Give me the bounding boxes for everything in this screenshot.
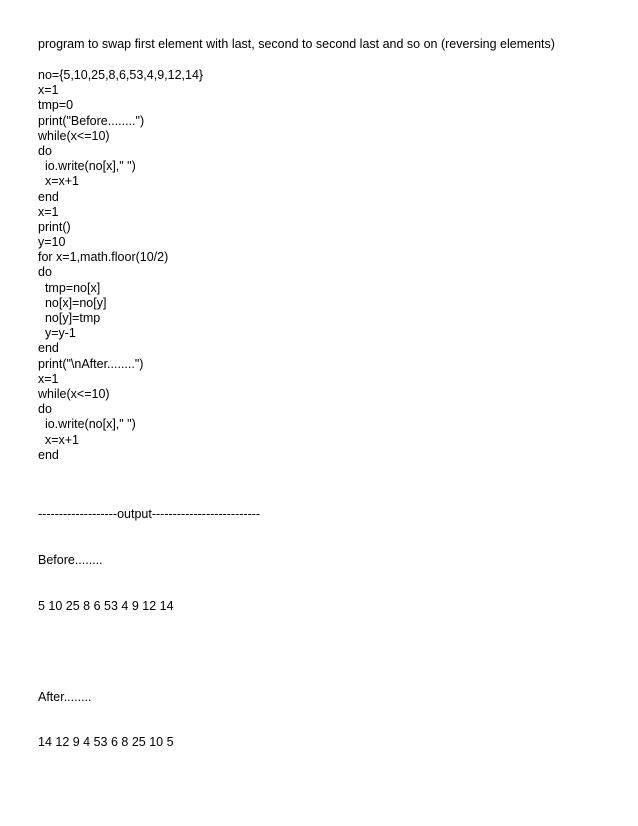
code-line: while(x<=10) <box>38 386 110 401</box>
code-line: x=1 <box>38 83 59 98</box>
after-values: 14 12 9 4 53 6 8 25 10 5 <box>38 735 174 750</box>
code-line: io.write(no[x]," ") <box>38 417 136 432</box>
code-line: do <box>38 402 52 417</box>
code-line: no[y]=tmp <box>38 311 101 325</box>
code-line: no[x]=no[y] <box>38 295 107 310</box>
code-line: print("Before........") <box>38 113 145 128</box>
code-line: io.write(no[x]," ") <box>38 159 136 174</box>
output-separator: -------------------output-------------------------- <box>38 507 261 522</box>
code-line: no={5,10,25,8,6,53,4,9,12,14} <box>38 68 204 82</box>
code-line: tmp=0 <box>38 98 74 113</box>
code-line: end <box>38 341 59 356</box>
code-line: x=1 <box>38 204 59 219</box>
output-block <box>38 477 260 781</box>
code-line: while(x<=10) <box>38 128 110 143</box>
code-line: print() <box>38 219 71 234</box>
document-title: program to swap first element with last, second to second last and so on (reversing elements) <box>38 37 555 51</box>
after-label: After........ <box>38 689 92 704</box>
code-line: print("\nAfter........") <box>38 356 144 371</box>
code-line: x=x+1 <box>38 174 79 189</box>
code-line: do <box>38 143 52 158</box>
code-block <box>38 68 203 463</box>
code-line: for x=1,math.floor(10/2) <box>38 250 169 265</box>
code-line: end <box>38 189 59 204</box>
code-line: y=10 <box>38 235 66 250</box>
code-line: x=x+1 <box>38 432 79 447</box>
before-label: Before........ <box>38 553 103 567</box>
code-line: tmp=no[x] <box>38 280 101 295</box>
before-values: 5 10 25 8 6 53 4 9 12 14 <box>38 598 174 613</box>
code-line: do <box>38 265 52 280</box>
code-line: end <box>38 447 59 462</box>
code-line: y=y-1 <box>38 326 76 341</box>
code-line: x=1 <box>38 371 59 386</box>
output-blank-line <box>38 644 260 659</box>
